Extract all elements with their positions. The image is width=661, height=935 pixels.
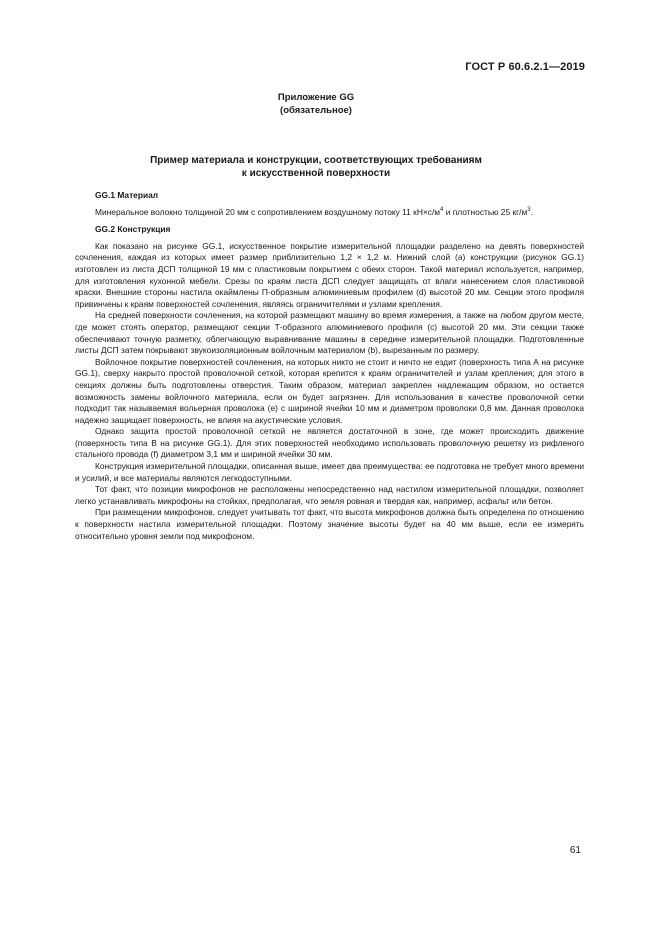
body-text: [75, 190, 584, 542]
main-title-line-1: Пример материала и конструкции, соответствующих требованиям: [150, 155, 482, 166]
appendix-title: Приложение GG: [277, 92, 355, 103]
construction-paragraph: Конструкция измерительной площадки, описанная выше, имеет два преимущества: ее подготовка не требует много времени и усилий, и все материалы являются легкодоступными.: [75, 461, 584, 483]
construction-paragraph: Тот факт, что позиции микрофонов не расположены непосредственно над настилом измерительной площадки, позволяет легко устанавливать микрофоны на стойках, предполагая, что земля ровная и твердая как, например, асфальт или бетон.: [75, 484, 584, 506]
material-sup-a: 4: [440, 206, 444, 213]
construction-paragraph: При размещении микрофонов, следует учитывать тот факт, что высота микрофонов должна быть определена по отношению к поверхности настила измерительной площадки. Поэтому значение высоты будет на 40 мм выше, если ее измерять относительно уровня земли под микрофоном.: [75, 507, 584, 541]
construction-paragraph: Как показано на рисунке GG.1, искусственное покрытие измерительной площадки разделено на девять поверхностей сочленения, каждая из которых имеет размер приблизительно 1,2 × 1,2 м. Нижний слой (а) конструкции (рисунок GG.1) изготовлен из листа ДСП толщиной 19 мм с пластиковым покрытием с обеих сторон. Такой материал используется, например, для изготовления кухонной мебели. Срезы по краям листа ДСП следует защищать от влаги нанесением слоя пластиковой краски. Внешние стороны настила окаймлены П-образным алюминиевым профилем (d) высотой 20 мм. Секции этого профиля привинчены к краям поверхностей сочленения, являясь ограничителями и узлами крепления.: [75, 240, 584, 309]
material-text-a: Минеральное волокно толщиной 20 мм с сопротивлением воздушному потоку 11 кН×с/м: [95, 206, 441, 217]
material-paragraph: [75, 207, 584, 219]
main-title-line-2: к искусственной поверхности: [241, 168, 391, 179]
appendix-heading: [0, 91, 632, 117]
construction-paragraph: На средней поверхности сочленения, на которой размещают машину во время измерения, а также на любом другом месте, где может стоять оператор, размещают секции Т-образного алюминиевого профиля (с) высотой 20 мм. Эти секции также обеспечивают точную разметку, облегчающую выравнивание машины в середине измерительной площадки. Подготовленные листы ДСП затем покрывают звукоизоляционным войлочным материалом (b), вырезанным по размеру.: [75, 310, 584, 356]
section-heading-material: GG.1 Материал: [95, 190, 159, 200]
appendix-subtitle: (обязательное): [280, 105, 352, 116]
main-title: [0, 154, 632, 180]
material-text-c: .: [530, 206, 533, 217]
section-heading-construction: GG.2 Конструкция: [95, 224, 171, 235]
page-number: 61: [569, 845, 581, 856]
document-code: ГОСТ Р 60.6.2.1—2019: [465, 61, 585, 73]
construction-paragraph: Однако защита простой проволочной сеткой не является достаточной в зоне, где может происходить движение (поверхность типа В на рисунке GG.1). Для этих поверхностей необходимо использовать проволочную решетку из рифленого стального провода (f) диаметром 3,1 мм и шириной ячейки 30 мм.: [75, 426, 584, 460]
material-text-b: и плотностью 25 кг/м: [443, 206, 528, 217]
material-sup-b: 3: [527, 206, 531, 213]
construction-paragraph: Войлочное покрытие поверхностей сочленения, на которых никто не стоит и ничто не ездит (поверхность типа А на рисунке GG.1), сверху накрыто простой проволочной сеткой, которая крепится к краям ограничителей и узлам крепления; для этого в секциях должны быть подготовлены отверстия. Таким образом, материал закреплен надлежащим образом, но остается возможность замены войлочного материала, если он будет загрязнен. Для использования в качестве проволочной сетки подходит так называемая вольерная проволока (е) с шириной ячейки 10 мм и диаметром проволоки 0,8 мм. Данная проволока надежно защищает поверхность, не влияя на акустические условия.: [75, 356, 584, 425]
